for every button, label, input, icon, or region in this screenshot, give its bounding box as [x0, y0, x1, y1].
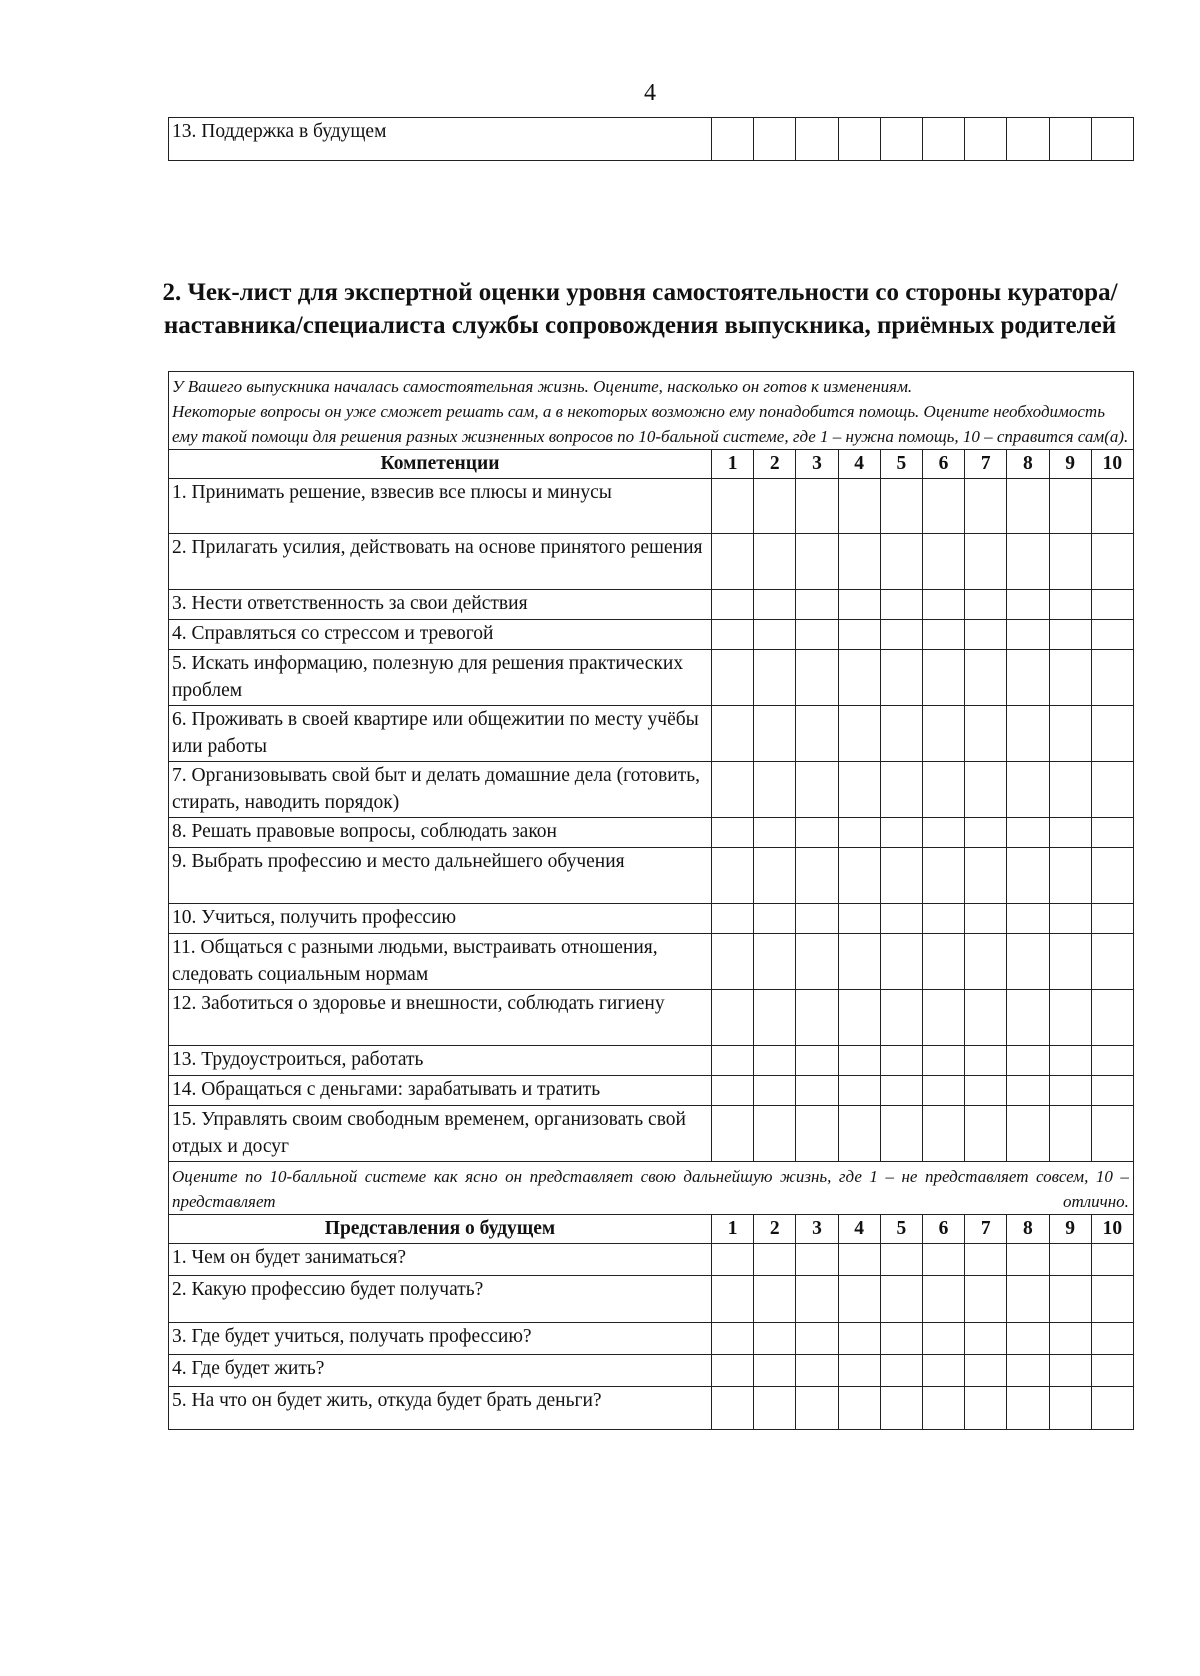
competency-score-cell-13-3[interactable]: [796, 1046, 838, 1076]
future-score-cell-4-4[interactable]: [838, 1355, 880, 1387]
competency-score-cell-12-7[interactable]: [965, 990, 1007, 1046]
competency-score-cell-14-8[interactable]: [1007, 1076, 1049, 1106]
competency-score-cell-6-1[interactable]: [712, 706, 754, 762]
competency-score-cell-3-3[interactable]: [796, 590, 838, 620]
competency-score-cell-1-3[interactable]: [796, 479, 838, 534]
competency-score-cell-2-2[interactable]: [754, 534, 796, 590]
competency-score-cell-15-1[interactable]: [712, 1106, 754, 1162]
future-score-cell-4-3[interactable]: [796, 1355, 838, 1387]
instructions-block: [169, 372, 1134, 450]
competency-score-cell-14-5[interactable]: [880, 1076, 922, 1106]
competency-score-cell-9-3[interactable]: [796, 848, 838, 904]
competency-score-cell-2-4[interactable]: [838, 534, 880, 590]
competency-score-cell-13-8[interactable]: [1007, 1046, 1049, 1076]
competency-score-cell-8-9[interactable]: [1049, 818, 1091, 848]
competency-score-cell-1-1[interactable]: [712, 479, 754, 534]
competency-score-cell-9-4[interactable]: [838, 848, 880, 904]
future-score-cell-2-1[interactable]: [712, 1276, 754, 1323]
competency-score-cell-1-9[interactable]: [1049, 479, 1091, 534]
future-score-cell-4-1[interactable]: [712, 1355, 754, 1387]
future-score-cell-3-7[interactable]: [965, 1323, 1007, 1355]
competency-score-cell-13-10[interactable]: [1091, 1046, 1133, 1076]
competency-score-cell-11-8[interactable]: [1007, 934, 1049, 990]
competency-score-cell-4-9[interactable]: [1049, 620, 1091, 650]
competency-item-label: 11. Общаться с разными людьми, выстраивать отношения, следовать социальным нормам: [169, 934, 712, 990]
future-score-cell-1-2[interactable]: [754, 1244, 796, 1276]
future-item-label: 3. Где будет учиться, получать профессию?: [169, 1323, 712, 1355]
competencies-scale-label: 10: [1091, 450, 1133, 479]
competency-score-cell-7-2[interactable]: [754, 762, 796, 818]
competency-score-cell-15-5[interactable]: [880, 1106, 922, 1162]
future-scale-label: 9: [1049, 1215, 1091, 1244]
previous-row-score-cell-1-10[interactable]: [1091, 118, 1133, 161]
competency-score-cell-15-7[interactable]: [965, 1106, 1007, 1162]
competency-score-cell-1-2[interactable]: [754, 479, 796, 534]
competency-score-cell-3-1[interactable]: [712, 590, 754, 620]
future-score-cell-3-5[interactable]: [880, 1323, 922, 1355]
future-score-cell-4-10[interactable]: [1091, 1355, 1133, 1387]
competency-score-cell-5-9[interactable]: [1049, 650, 1091, 706]
competency-row: [169, 650, 1134, 706]
competency-score-cell-10-4[interactable]: [838, 904, 880, 934]
competency-score-cell-7-5[interactable]: [880, 762, 922, 818]
future-row: [169, 1355, 1134, 1387]
future-score-cell-4-9[interactable]: [1049, 1355, 1091, 1387]
competency-score-cell-12-2[interactable]: [754, 990, 796, 1046]
competency-score-cell-9-5[interactable]: [880, 848, 922, 904]
competency-score-cell-5-1[interactable]: [712, 650, 754, 706]
competency-score-cell-7-1[interactable]: [712, 762, 754, 818]
competency-score-cell-5-8[interactable]: [1007, 650, 1049, 706]
competency-score-cell-2-9[interactable]: [1049, 534, 1091, 590]
competencies-scale-label: 2: [754, 450, 796, 479]
competency-score-cell-11-2[interactable]: [754, 934, 796, 990]
previous-row-score-cell-1-5[interactable]: [880, 118, 922, 161]
competency-score-cell-3-10[interactable]: [1091, 590, 1133, 620]
competency-score-cell-11-6[interactable]: [922, 934, 964, 990]
competency-score-cell-6-2[interactable]: [754, 706, 796, 762]
competency-score-cell-3-9[interactable]: [1049, 590, 1091, 620]
future-score-cell-2-6[interactable]: [922, 1276, 964, 1323]
competency-row: [169, 1076, 1134, 1106]
competency-score-cell-5-3[interactable]: [796, 650, 838, 706]
future-instructions-text: Оцените по 10-балльной системе как ясно он представляет свою дальнейшую жизнь, где 1 – не представляет совсем, 10 – представляет отлично.: [172, 1167, 1129, 1211]
future-scale-label: 2: [754, 1215, 796, 1244]
future-header: Представления о будущем: [169, 1215, 712, 1244]
future-score-cell-1-7[interactable]: [965, 1244, 1007, 1276]
future-score-cell-5-4[interactable]: [838, 1387, 880, 1430]
competency-score-cell-11-1[interactable]: [712, 934, 754, 990]
competency-row: [169, 534, 1134, 590]
section-heading: 2. Чек-лист для экспертной оценки уровня самостоятельности со стороны куратора/наставника/специалиста службы сопровождения выпускника, приёмных родителей: [162, 279, 1118, 339]
future-score-cell-2-8[interactable]: [1007, 1276, 1049, 1323]
future-score-cell-4-8[interactable]: [1007, 1355, 1049, 1387]
competency-score-cell-8-1[interactable]: [712, 818, 754, 848]
future-item-label: 2. Какую профессию будет получать?: [169, 1276, 712, 1323]
instructions-line-1: У Вашего выпускника началась самостоятельная жизнь. Оцените, насколько он готов к изменениям.: [172, 377, 913, 396]
competency-score-cell-9-10[interactable]: [1091, 848, 1133, 904]
competency-score-cell-9-7[interactable]: [965, 848, 1007, 904]
competency-score-cell-1-7[interactable]: [965, 479, 1007, 534]
future-score-cell-3-4[interactable]: [838, 1323, 880, 1355]
competency-score-cell-2-8[interactable]: [1007, 534, 1049, 590]
competency-score-cell-4-3[interactable]: [796, 620, 838, 650]
future-row: [169, 1244, 1134, 1276]
future-score-cell-5-9[interactable]: [1049, 1387, 1091, 1430]
competency-score-cell-13-6[interactable]: [922, 1046, 964, 1076]
competency-score-cell-11-4[interactable]: [838, 934, 880, 990]
future-score-cell-5-2[interactable]: [754, 1387, 796, 1430]
competency-score-cell-4-4[interactable]: [838, 620, 880, 650]
competency-score-cell-12-6[interactable]: [922, 990, 964, 1046]
competency-item-label: 1. Принимать решение, взвесив все плюсы и минусы: [169, 479, 712, 534]
future-score-cell-5-6[interactable]: [922, 1387, 964, 1430]
competency-item-label: 12. Заботиться о здоровье и внешности, соблюдать гигиену: [169, 990, 712, 1046]
future-score-cell-3-8[interactable]: [1007, 1323, 1049, 1355]
competency-score-cell-1-6[interactable]: [922, 479, 964, 534]
competency-score-cell-8-7[interactable]: [965, 818, 1007, 848]
competency-row: [169, 904, 1134, 934]
competency-score-cell-5-6[interactable]: [922, 650, 964, 706]
competencies-scale-label: 4: [838, 450, 880, 479]
instructions-line-2: Некоторые вопросы он уже сможет решать сам, а в некоторых возможно ему понадобится помощь. Оцените необходимость ему такой помощи для решения разных жизненных вопросов по 10-бальной системе, где 1 – нужна помощь, 10 – справится сам(а).: [172, 402, 1129, 446]
competencies-scale-label: 5: [880, 450, 922, 479]
competency-score-cell-10-10[interactable]: [1091, 904, 1133, 934]
competency-score-cell-14-7[interactable]: [965, 1076, 1007, 1106]
competency-score-cell-6-8[interactable]: [1007, 706, 1049, 762]
competency-score-cell-15-6[interactable]: [922, 1106, 964, 1162]
competency-score-cell-8-6[interactable]: [922, 818, 964, 848]
future-score-cell-1-8[interactable]: [1007, 1244, 1049, 1276]
future-score-cell-3-3[interactable]: [796, 1323, 838, 1355]
competency-score-cell-12-5[interactable]: [880, 990, 922, 1046]
competency-score-cell-6-7[interactable]: [965, 706, 1007, 762]
competency-score-cell-12-10[interactable]: [1091, 990, 1133, 1046]
competency-score-cell-4-7[interactable]: [965, 620, 1007, 650]
competency-score-cell-6-10[interactable]: [1091, 706, 1133, 762]
competency-score-cell-7-8[interactable]: [1007, 762, 1049, 818]
future-item-label: 1. Чем он будет заниматься?: [169, 1244, 712, 1276]
previous-row-score-cell-1-7[interactable]: [965, 118, 1007, 161]
competency-score-cell-6-5[interactable]: [880, 706, 922, 762]
competency-score-cell-6-4[interactable]: [838, 706, 880, 762]
competency-score-cell-13-1[interactable]: [712, 1046, 754, 1076]
competency-item-label: 5. Искать информацию, полезную для решения практических проблем: [169, 650, 712, 706]
competency-score-cell-2-10[interactable]: [1091, 534, 1133, 590]
competency-row: [169, 762, 1134, 818]
competency-score-cell-5-10[interactable]: [1091, 650, 1133, 706]
competency-score-cell-9-9[interactable]: [1049, 848, 1091, 904]
competency-row: [169, 479, 1134, 534]
competency-row: [169, 1046, 1134, 1076]
competency-score-cell-6-3[interactable]: [796, 706, 838, 762]
competency-score-cell-9-2[interactable]: [754, 848, 796, 904]
competency-score-cell-8-8[interactable]: [1007, 818, 1049, 848]
competencies-scale-label: 6: [922, 450, 964, 479]
competencies-scale-label: 3: [796, 450, 838, 479]
competency-item-label: 4. Справляться со стрессом и тревогой: [169, 620, 712, 650]
competency-score-cell-12-3[interactable]: [796, 990, 838, 1046]
competencies-scale-label: 7: [965, 450, 1007, 479]
future-score-cell-4-7[interactable]: [965, 1355, 1007, 1387]
competency-score-cell-10-8[interactable]: [1007, 904, 1049, 934]
future-row: [169, 1323, 1134, 1355]
competency-row: [169, 934, 1134, 990]
competency-score-cell-2-6[interactable]: [922, 534, 964, 590]
competency-row: [169, 848, 1134, 904]
competency-score-cell-6-6[interactable]: [922, 706, 964, 762]
competency-score-cell-14-9[interactable]: [1049, 1076, 1091, 1106]
future-score-cell-5-10[interactable]: [1091, 1387, 1133, 1430]
competency-score-cell-3-6[interactable]: [922, 590, 964, 620]
competency-row: [169, 818, 1134, 848]
competency-score-cell-8-4[interactable]: [838, 818, 880, 848]
competency-score-cell-10-7[interactable]: [965, 904, 1007, 934]
competency-item-label: 9. Выбрать профессию и место дальнейшего обучения: [169, 848, 712, 904]
future-score-cell-2-9[interactable]: [1049, 1276, 1091, 1323]
competency-score-cell-4-6[interactable]: [922, 620, 964, 650]
competency-score-cell-5-7[interactable]: [965, 650, 1007, 706]
competency-score-cell-11-9[interactable]: [1049, 934, 1091, 990]
competencies-scale-label: 1: [712, 450, 754, 479]
competency-item-label: 15. Управлять своим свободным временем, организовать свой отдых и досуг: [169, 1106, 712, 1162]
previous-row-score-cell-1-6[interactable]: [922, 118, 964, 161]
competency-score-cell-15-3[interactable]: [796, 1106, 838, 1162]
future-score-cell-4-5[interactable]: [880, 1355, 922, 1387]
competency-score-cell-1-10[interactable]: [1091, 479, 1133, 534]
competency-score-cell-8-2[interactable]: [754, 818, 796, 848]
competency-item-label: 10. Учиться, получить профессию: [169, 904, 712, 934]
competency-score-cell-5-4[interactable]: [838, 650, 880, 706]
future-score-cell-1-1[interactable]: [712, 1244, 754, 1276]
competency-score-cell-12-9[interactable]: [1049, 990, 1091, 1046]
competency-score-cell-8-10[interactable]: [1091, 818, 1133, 848]
competency-row: [169, 990, 1134, 1046]
competency-score-cell-5-5[interactable]: [880, 650, 922, 706]
future-score-cell-5-5[interactable]: [880, 1387, 922, 1430]
competency-score-cell-14-1[interactable]: [712, 1076, 754, 1106]
previous-row-score-cell-1-1[interactable]: [712, 118, 754, 161]
future-scale-label: 10: [1091, 1215, 1133, 1244]
competency-row: [169, 706, 1134, 762]
future-score-cell-5-8[interactable]: [1007, 1387, 1049, 1430]
future-score-cell-5-7[interactable]: [965, 1387, 1007, 1430]
competency-score-cell-4-8[interactable]: [1007, 620, 1049, 650]
competency-score-cell-4-2[interactable]: [754, 620, 796, 650]
competency-score-cell-11-7[interactable]: [965, 934, 1007, 990]
competency-score-cell-3-2[interactable]: [754, 590, 796, 620]
competencies-scale-label: 8: [1007, 450, 1049, 479]
competency-score-cell-7-6[interactable]: [922, 762, 964, 818]
future-score-cell-2-5[interactable]: [880, 1276, 922, 1323]
competency-score-cell-9-1[interactable]: [712, 848, 754, 904]
future-score-cell-1-10[interactable]: [1091, 1244, 1133, 1276]
future-scale-label: 7: [965, 1215, 1007, 1244]
previous-table-fragment: [168, 117, 1134, 161]
competency-score-cell-1-5[interactable]: [880, 479, 922, 534]
competency-score-cell-12-8[interactable]: [1007, 990, 1049, 1046]
future-scale-label: 1: [712, 1215, 754, 1244]
future-score-cell-1-4[interactable]: [838, 1244, 880, 1276]
competency-item-label: 13. Трудоустроиться, работать: [169, 1046, 712, 1076]
competency-score-cell-15-2[interactable]: [754, 1106, 796, 1162]
competency-item-label: 7. Организовывать свой быт и делать домашние дела (готовить, стирать, наводить порядок): [169, 762, 712, 818]
future-header-row: [169, 1215, 1134, 1244]
competency-score-cell-4-10[interactable]: [1091, 620, 1133, 650]
competency-score-cell-2-3[interactable]: [796, 534, 838, 590]
previous-row-score-cell-1-2[interactable]: [754, 118, 796, 161]
competency-item-label: 6. Проживать в своей квартире или общежитии по месту учёбы или работы: [169, 706, 712, 762]
competency-row: [169, 590, 1134, 620]
previous-row-score-cell-1-8[interactable]: [1007, 118, 1049, 161]
competency-score-cell-13-5[interactable]: [880, 1046, 922, 1076]
previous-table-row-label: 13. Поддержка в будущем: [169, 118, 712, 161]
future-score-cell-2-2[interactable]: [754, 1276, 796, 1323]
competency-score-cell-11-10[interactable]: [1091, 934, 1133, 990]
future-score-cell-3-2[interactable]: [754, 1323, 796, 1355]
competency-score-cell-15-8[interactable]: [1007, 1106, 1049, 1162]
competency-score-cell-14-6[interactable]: [922, 1076, 964, 1106]
future-score-cell-3-9[interactable]: [1049, 1323, 1091, 1355]
competency-item-label: 14. Обращаться с деньгами: зарабатывать и тратить: [169, 1076, 712, 1106]
competency-score-cell-14-4[interactable]: [838, 1076, 880, 1106]
future-scale-label: 3: [796, 1215, 838, 1244]
future-score-cell-2-4[interactable]: [838, 1276, 880, 1323]
competency-score-cell-13-4[interactable]: [838, 1046, 880, 1076]
competency-score-cell-9-6[interactable]: [922, 848, 964, 904]
future-item-label: 5. На что он будет жить, откуда будет брать деньги?: [169, 1387, 712, 1430]
competency-score-cell-15-10[interactable]: [1091, 1106, 1133, 1162]
competency-score-cell-5-2[interactable]: [754, 650, 796, 706]
future-score-cell-4-6[interactable]: [922, 1355, 964, 1387]
future-scale-label: 8: [1007, 1215, 1049, 1244]
competency-score-cell-8-3[interactable]: [796, 818, 838, 848]
competency-item-label: 3. Нести ответственность за свои действия: [169, 590, 712, 620]
competency-score-cell-13-7[interactable]: [965, 1046, 1007, 1076]
future-score-cell-5-3[interactable]: [796, 1387, 838, 1430]
competency-score-cell-10-5[interactable]: [880, 904, 922, 934]
page-number: 4: [644, 80, 656, 106]
checklist-table: [168, 371, 1134, 1430]
future-score-cell-1-6[interactable]: [922, 1244, 964, 1276]
future-score-cell-1-3[interactable]: [796, 1244, 838, 1276]
previous-row-score-cell-1-9[interactable]: [1049, 118, 1091, 161]
competency-score-cell-1-4[interactable]: [838, 479, 880, 534]
competency-score-cell-13-2[interactable]: [754, 1046, 796, 1076]
competency-score-cell-2-5[interactable]: [880, 534, 922, 590]
competency-item-label: 2. Прилагать усилия, действовать на основе принятого решения: [169, 534, 712, 590]
future-score-cell-3-1[interactable]: [712, 1323, 754, 1355]
future-score-cell-1-5[interactable]: [880, 1244, 922, 1276]
competency-score-cell-15-4[interactable]: [838, 1106, 880, 1162]
future-score-cell-2-3[interactable]: [796, 1276, 838, 1323]
competency-score-cell-14-2[interactable]: [754, 1076, 796, 1106]
competency-score-cell-13-9[interactable]: [1049, 1046, 1091, 1076]
competency-score-cell-6-9[interactable]: [1049, 706, 1091, 762]
future-instructions: [169, 1162, 1134, 1215]
future-score-cell-3-6[interactable]: [922, 1323, 964, 1355]
future-row: [169, 1276, 1134, 1323]
future-score-cell-5-1[interactable]: [712, 1387, 754, 1430]
competency-score-cell-2-1[interactable]: [712, 534, 754, 590]
competencies-scale-label: 9: [1049, 450, 1091, 479]
competency-score-cell-14-10[interactable]: [1091, 1076, 1133, 1106]
competency-score-cell-12-1[interactable]: [712, 990, 754, 1046]
competency-score-cell-7-4[interactable]: [838, 762, 880, 818]
competency-score-cell-7-7[interactable]: [965, 762, 1007, 818]
competency-score-cell-2-7[interactable]: [965, 534, 1007, 590]
future-item-label: 4. Где будет жить?: [169, 1355, 712, 1387]
competency-score-cell-10-9[interactable]: [1049, 904, 1091, 934]
previous-row-score-cell-1-3[interactable]: [796, 118, 838, 161]
competency-score-cell-4-5[interactable]: [880, 620, 922, 650]
competency-score-cell-4-1[interactable]: [712, 620, 754, 650]
future-score-cell-4-2[interactable]: [754, 1355, 796, 1387]
future-scale-label: 6: [922, 1215, 964, 1244]
competency-score-cell-10-3[interactable]: [796, 904, 838, 934]
competency-item-label: 8. Решать правовые вопросы, соблюдать закон: [169, 818, 712, 848]
competency-score-cell-3-8[interactable]: [1007, 590, 1049, 620]
future-score-cell-3-10[interactable]: [1091, 1323, 1133, 1355]
future-scale-label: 5: [880, 1215, 922, 1244]
competency-score-cell-3-4[interactable]: [838, 590, 880, 620]
competency-score-cell-3-5[interactable]: [880, 590, 922, 620]
competency-score-cell-8-5[interactable]: [880, 818, 922, 848]
competency-score-cell-7-9[interactable]: [1049, 762, 1091, 818]
future-score-cell-2-10[interactable]: [1091, 1276, 1133, 1323]
future-score-cell-2-7[interactable]: [965, 1276, 1007, 1323]
competency-score-cell-11-3[interactable]: [796, 934, 838, 990]
competency-score-cell-1-8[interactable]: [1007, 479, 1049, 534]
competency-score-cell-11-5[interactable]: [880, 934, 922, 990]
competency-row: [169, 620, 1134, 650]
competency-score-cell-15-9[interactable]: [1049, 1106, 1091, 1162]
future-score-cell-1-9[interactable]: [1049, 1244, 1091, 1276]
competency-row: [169, 1106, 1134, 1162]
competency-score-cell-10-6[interactable]: [922, 904, 964, 934]
competency-score-cell-12-4[interactable]: [838, 990, 880, 1046]
competencies-header-row: [169, 450, 1134, 479]
competencies-header: Компетенции: [169, 450, 712, 479]
competency-score-cell-9-8[interactable]: [1007, 848, 1049, 904]
competency-score-cell-14-3[interactable]: [796, 1076, 838, 1106]
competency-score-cell-3-7[interactable]: [965, 590, 1007, 620]
competency-score-cell-10-2[interactable]: [754, 904, 796, 934]
competency-score-cell-10-1[interactable]: [712, 904, 754, 934]
future-row: [169, 1387, 1134, 1430]
future-scale-label: 4: [838, 1215, 880, 1244]
competency-score-cell-7-3[interactable]: [796, 762, 838, 818]
competency-score-cell-7-10[interactable]: [1091, 762, 1133, 818]
previous-row-score-cell-1-4[interactable]: [838, 118, 880, 161]
